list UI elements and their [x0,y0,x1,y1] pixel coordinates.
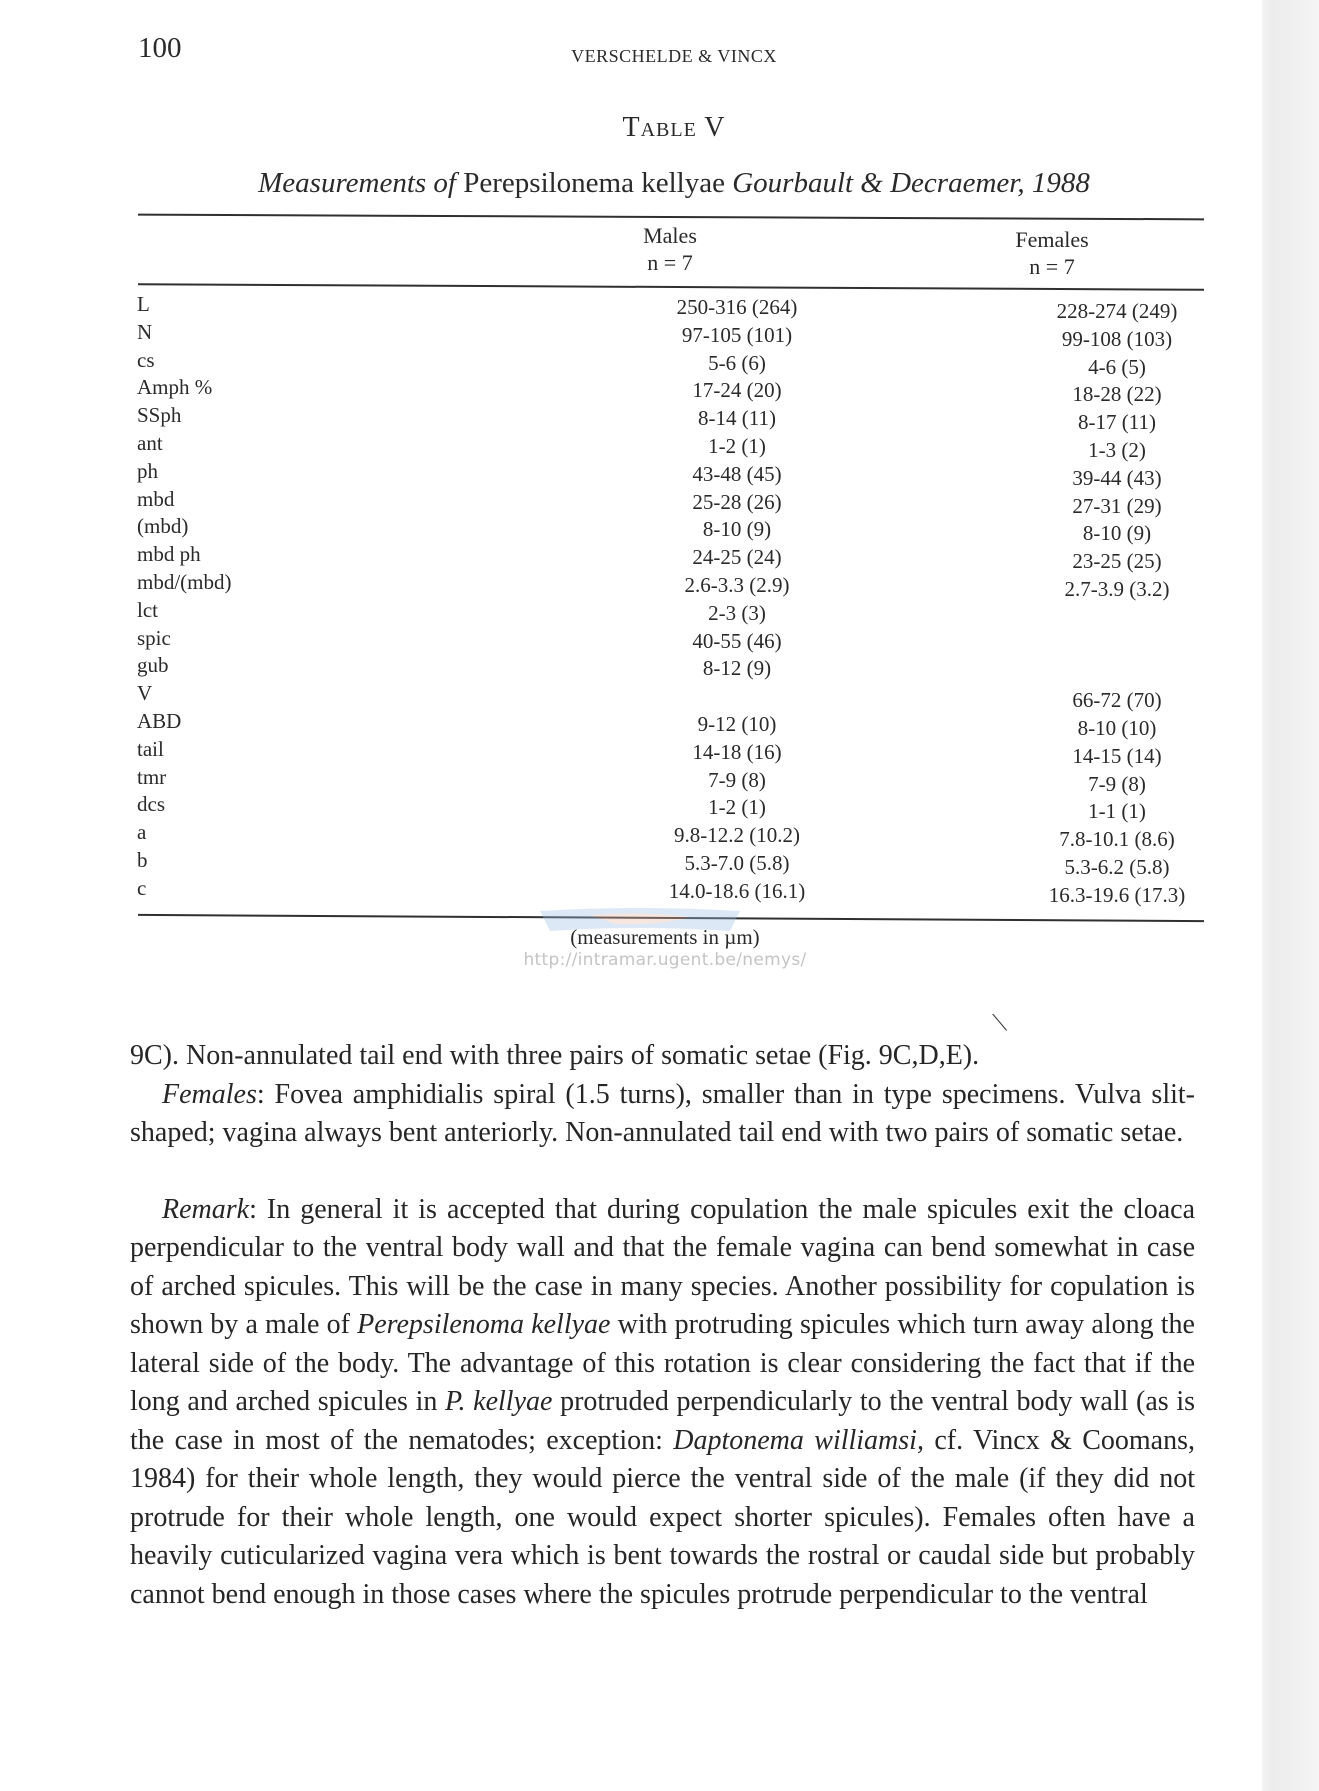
row-parameter: L [137,292,150,316]
cell-females: 99-108 (103) [1061,326,1173,351]
row-parameter: c [137,875,147,900]
table-row [137,569,1207,601]
species-name: Daptonema williamsi, [673,1424,924,1456]
cell-females: 7.8-10.1 (8.6) [1059,827,1175,852]
paragraph-remark [130,1191,1195,1615]
cell-males: 9-12 (10) [697,711,777,736]
cell-females: 8-17 (11) [1078,410,1156,435]
page-number: 100 [138,32,182,64]
cell-females: 16.3-19.6 (17.3) [1048,882,1186,907]
species-name: P. kellyae [445,1386,553,1417]
running-head: VERSCHELDE & VINCX [571,46,777,66]
row-parameter: SSph [137,403,182,428]
table-label: Table V [622,112,726,143]
cell-males: 1-2 (1) [708,795,766,820]
cell-males: 5.3-7.0 (5.8) [684,850,790,875]
cell-females: 23-25 (25) [1072,549,1162,574]
cell-males: 14-18 (16) [692,739,782,764]
watermark-logo [530,905,750,935]
body-text [130,1037,1195,1614]
paragraph-females [130,1076,1195,1153]
remark-text: with protruding spicules which turn away along the lateral side of the body. The advantage of this rotation is clear considering the fact that if the long and arched spicules in [130,1309,1195,1417]
cell-males: 5-6 (6) [708,350,766,375]
caption-species: Perepsilonema kellyae [463,167,725,199]
row-parameter: ant [137,430,163,455]
cell-females: 8-10 (9) [1082,521,1152,546]
row-parameter: tmr [137,764,167,789]
table-row [137,598,1207,626]
caption-authority: Gourbault & Decraemer, 1988 [732,167,1090,199]
row-parameter: mbd [137,486,175,511]
table-row [137,514,1207,546]
table-body [137,292,1207,907]
paragraph-males-end: 9C). Non-annulated tail end with three pairs of somatic setae (Fig. 9C,D,E). [130,1040,980,1071]
column-sample-size: n = 7 [1029,254,1075,279]
scan-margin [1262,0,1319,1791]
column-header-females [952,226,1152,280]
remark-text: protruded perpendicularly to the ventral body wall (as is the case in most of the nematodes; exception: [130,1386,1195,1456]
column-title: Females [1015,227,1089,252]
row-parameter: mbd ph [137,542,201,567]
remark-label: Remark [162,1193,250,1225]
cell-males: 25-28 (26) [692,489,782,514]
row-parameter: mbd/(mbd) [137,569,232,594]
row-parameter: lct [137,597,158,622]
row-parameter: b [137,847,148,872]
cell-females: 39-44 (43) [1072,465,1162,490]
table-row [137,403,1207,435]
row-parameter: (mbd) [137,514,189,539]
cell-males: 97-105 (101) [681,322,793,347]
cell-males: 14.0-18.6 (16.1) [668,878,806,903]
cell-females: 2.7-3.9 (3.2) [1064,576,1170,601]
caption-prefix: Measurements of [258,167,456,199]
table-row [137,347,1207,379]
table-row [137,708,1207,740]
table-row [137,626,1207,654]
cell-males: 8-10 (9) [702,517,772,542]
cell-males: 7-9 (8) [708,767,766,792]
cell-males: 2-3 (3) [708,600,766,625]
table-row [137,486,1207,518]
watermark-url: http://intramar.ugent.be/nemys/ [523,950,807,970]
table-row [137,375,1207,407]
row-parameter: spic [137,625,171,650]
cell-females: 8-10 (10) [1077,715,1157,740]
row-parameter: V [137,681,153,706]
cell-males: 250-316 (264) [676,295,798,319]
table-row [137,764,1207,796]
table-row [137,681,1207,713]
cell-males: 2.6-3.3 (2.9) [684,572,790,597]
cell-males: 9.8-12.2 (10.2) [674,823,800,848]
row-parameter: dcs [137,792,165,817]
cell-males: 17-24 (20) [692,378,782,403]
column-title: Males [643,223,697,248]
cell-females: 27-31 (29) [1072,493,1162,518]
table-row [137,820,1207,852]
row-parameter: a [137,820,147,845]
table-footnote: (measurements in µm) [570,925,760,949]
table-row [137,319,1207,351]
table-top-rule [138,214,1204,221]
column-sample-size: n = 7 [647,250,693,275]
table-caption [0,167,1319,200]
cell-females: 66-72 (70) [1072,688,1162,713]
cell-females: 18-28 (22) [1072,382,1162,407]
row-parameter: tail [137,736,164,761]
cell-females: 7-9 (8) [1088,771,1146,796]
row-parameter: gub [137,653,169,678]
table-row [137,792,1207,824]
cell-females: 228-274 (249) [1056,299,1178,323]
cell-females: 5.3-6.2 (5.8) [1064,854,1170,879]
cell-males: 1-2 (1) [708,433,766,458]
cell-males: 43-48 (45) [692,461,782,486]
cell-males: 40-55 (46) [692,628,782,653]
table-row [137,292,1207,323]
scan-artifact-mark: ⟍ [992,1010,1008,1035]
row-parameter: Amph % [137,375,213,400]
table-row [137,847,1207,879]
table-row [137,458,1207,490]
row-parameter: cs [137,347,155,372]
table-row [137,653,1207,681]
cell-males: 8-14 (11) [698,406,776,431]
cell-males: 8-12 (9) [702,656,772,681]
remark-text: : In general it is accepted that during copulation the male spicules exit the cloaca perpendicular to the ventral body wall and that the female vagina can bend somewhat in case of arched spicules. This will be the case in many species. Another possibility for copulation is shown by a male of [130,1193,1195,1340]
row-parameter: ABD [137,708,182,733]
table-row [137,430,1207,462]
column-header-males [570,222,770,276]
females-text: : Fovea amphidialis spiral (1.5 turns), smaller than in type specimens. Vulva slit-shaped; vagina always bent anteriorly. Non-annulated tail end with two pairs of somatic setae. [130,1078,1195,1148]
cell-females: 14-15 (14) [1072,743,1162,768]
table-row [137,736,1207,768]
females-label: Females [162,1078,257,1110]
table-row [137,875,1207,907]
table-header-rule [138,283,1204,291]
cell-males: 24-25 (24) [692,545,782,570]
row-parameter: N [137,319,153,344]
row-parameter: ph [137,458,158,483]
remark-text: cf. Vincx & Coomans, 1984) for their whole length, they would pierce the ventral side of the male (if they did not protrude for their whole length, one would expect shorter spicules). Females often have a heavily cuticularized vagina vera which is bent towards the rostral or caudal side but probably cannot bend enough in those cases where the spicules protrude perpendicular to the ventral [130,1424,1195,1610]
table-row [137,542,1207,574]
species-name: Perepsilenoma kellyae [357,1309,611,1340]
cell-females: 1-3 (2) [1088,437,1146,462]
cell-females: 1-1 (1) [1088,799,1146,824]
cell-females: 4-6 (5) [1088,354,1146,379]
